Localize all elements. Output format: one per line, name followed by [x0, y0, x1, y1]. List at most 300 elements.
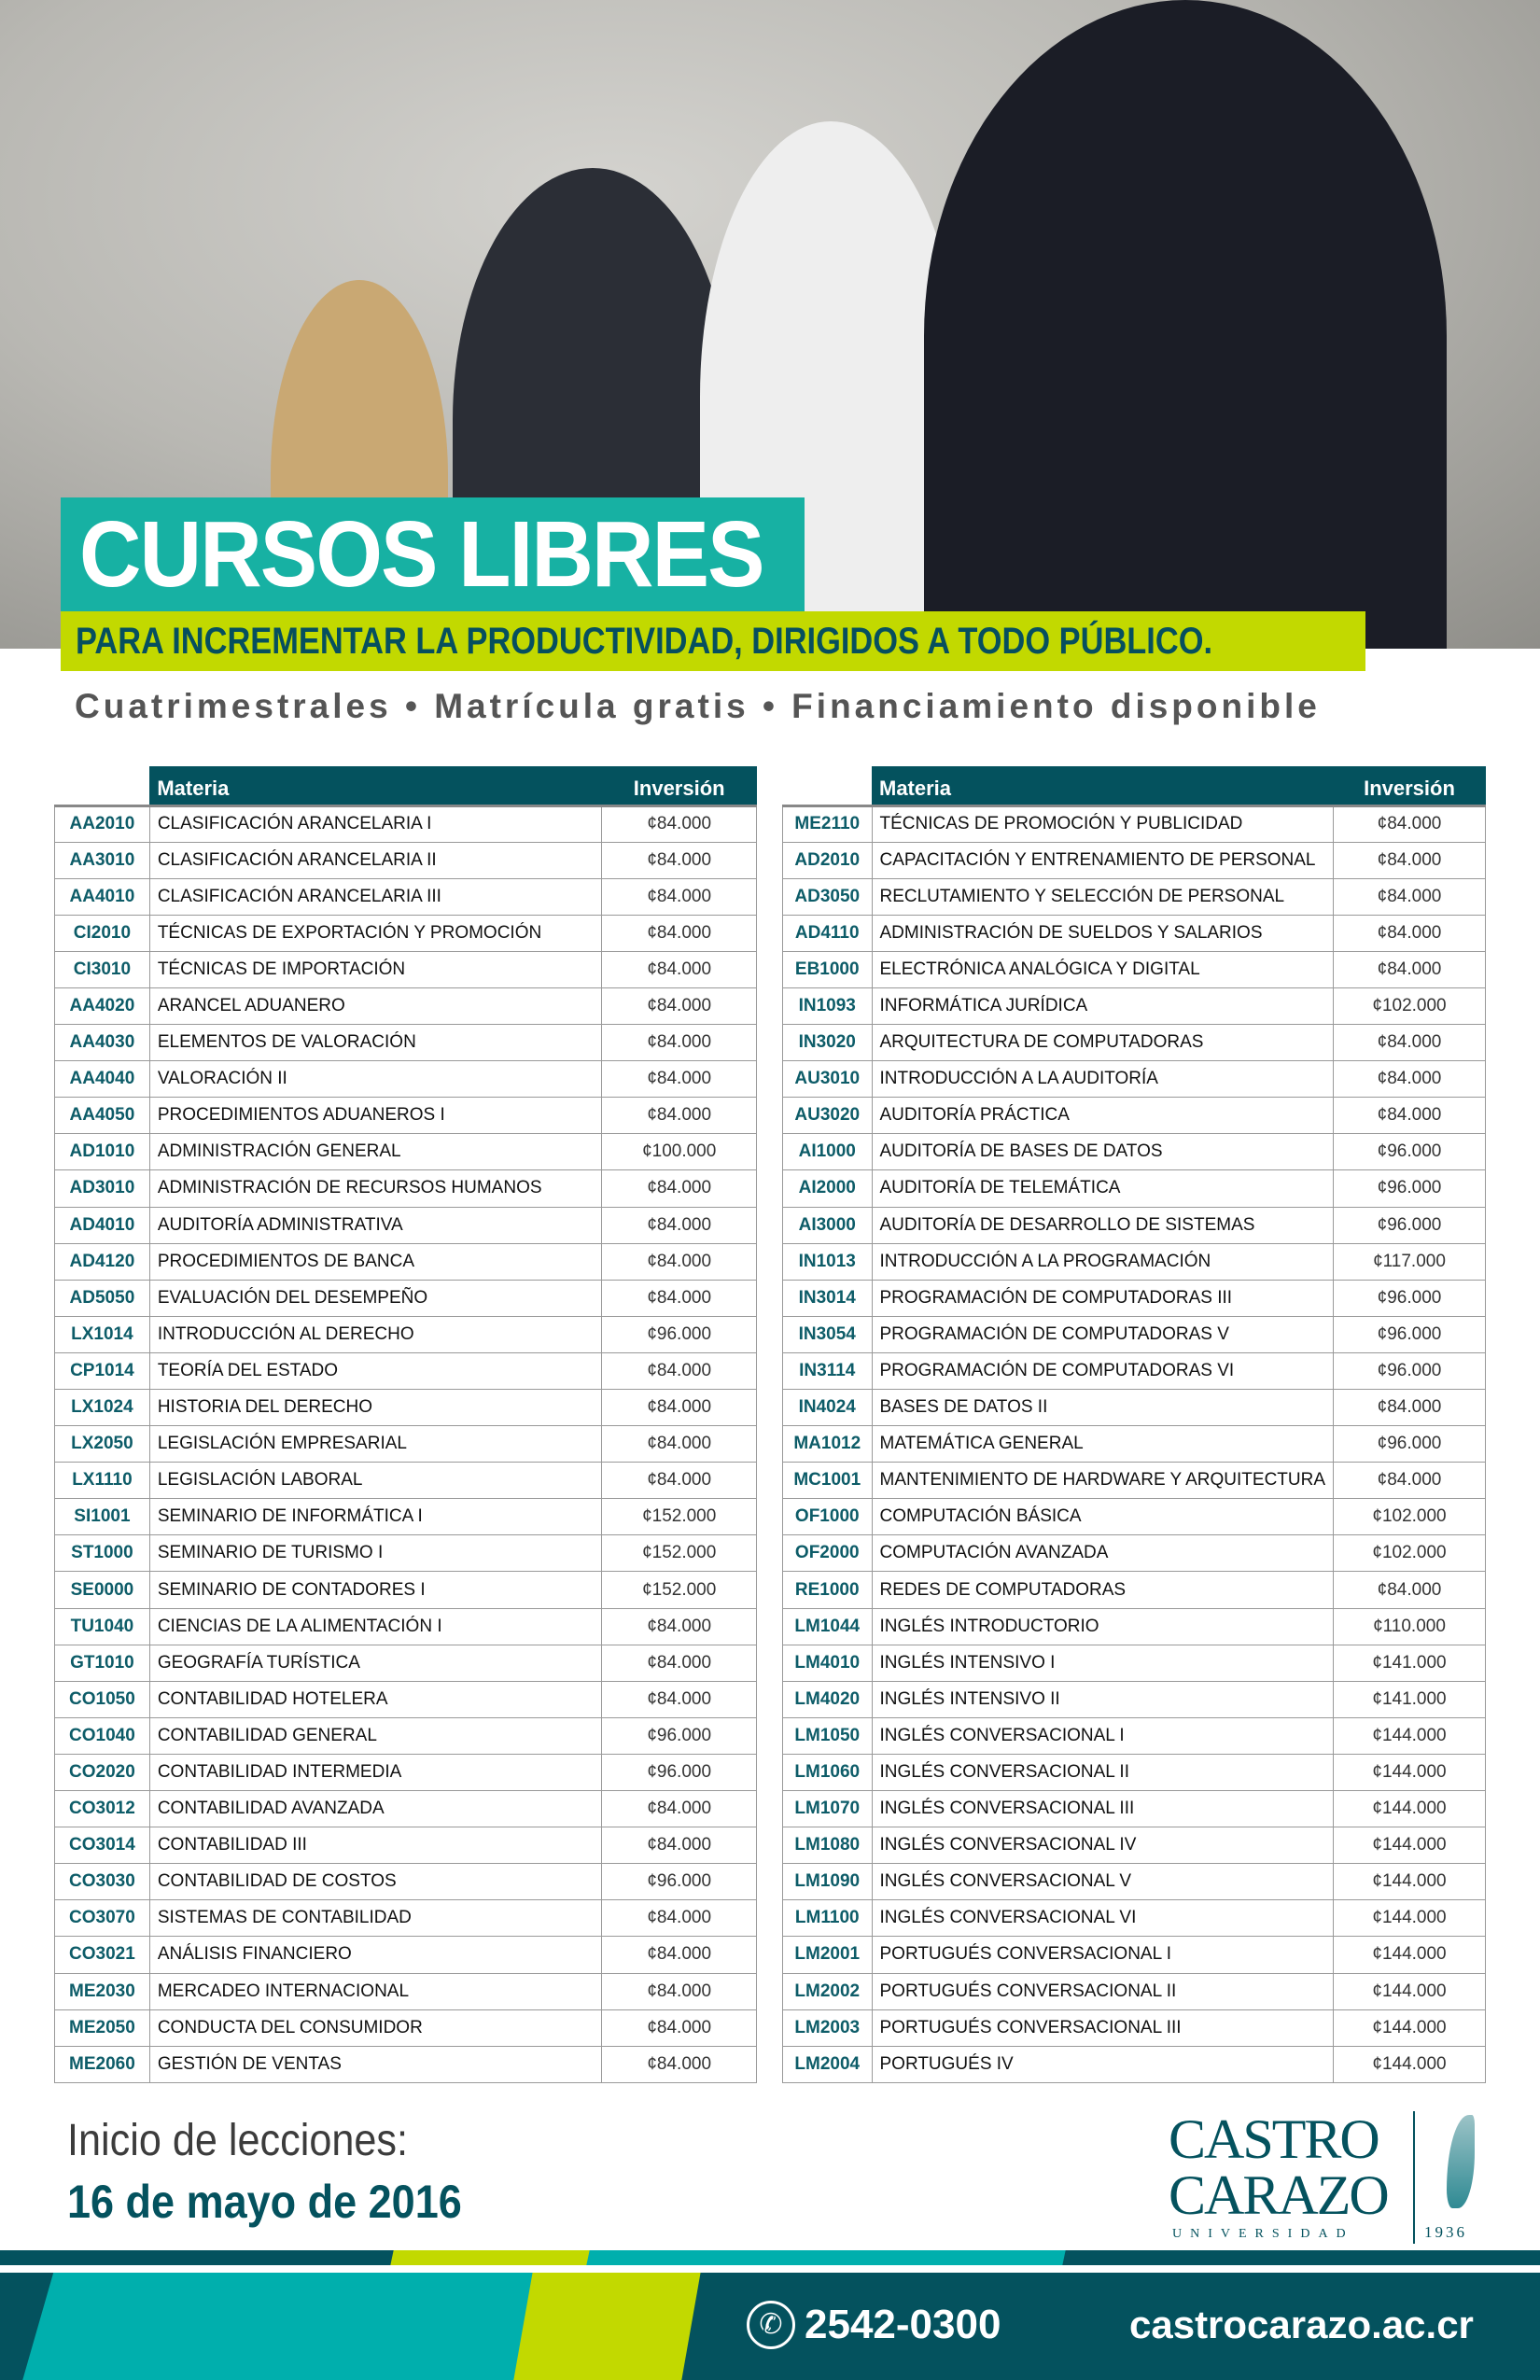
table-row	[783, 1098, 1486, 1134]
course-code: AD3010	[55, 1170, 150, 1207]
title-banner	[61, 497, 805, 611]
header-inversion: Inversión	[1334, 766, 1486, 805]
course-name: PROCEDIMIENTOS ADUANEROS I	[149, 1098, 602, 1134]
course-code: CI3010	[55, 951, 150, 987]
course-code: IN1013	[783, 1243, 873, 1280]
courses-table-right	[782, 766, 1486, 2083]
logo-divider	[1413, 2111, 1415, 2244]
course-price: ¢84.000	[602, 1025, 757, 1061]
start-label: Inicio de lecciones:	[67, 2116, 409, 2165]
course-code: EB1000	[783, 951, 873, 987]
table-header	[55, 766, 757, 805]
course-price: ¢84.000	[602, 987, 757, 1024]
start-date: 16 de mayo de 2016	[67, 2176, 462, 2228]
course-name: INGLÉS INTENSIVO II	[872, 1681, 1334, 1717]
tagline: Cuatrimestrales • Matrícula gratis • Financiamiento disponible	[75, 687, 1321, 725]
table-row	[783, 1390, 1486, 1426]
course-name: INGLÉS CONVERSACIONAL I	[872, 1717, 1334, 1754]
table-row	[783, 1572, 1486, 1608]
course-name: ADMINISTRACIÓN DE RECURSOS HUMANOS	[149, 1170, 602, 1207]
course-price: ¢144.000	[1334, 2046, 1486, 2082]
course-code: AD2010	[783, 842, 873, 878]
course-price: ¢144.000	[1334, 1937, 1486, 1973]
course-name: ADMINISTRACIÓN GENERAL	[149, 1134, 602, 1170]
table-row	[783, 1973, 1486, 2009]
course-code: IN1093	[783, 987, 873, 1024]
course-price: ¢84.000	[602, 1061, 757, 1098]
course-code: ME2060	[55, 2046, 150, 2082]
header-materia: Materia	[149, 766, 602, 805]
course-price: ¢84.000	[602, 1426, 757, 1463]
course-price: ¢102.000	[1334, 987, 1486, 1024]
course-code: CP1014	[55, 1352, 150, 1389]
table-row	[55, 1572, 757, 1608]
course-name: ELEMENTOS DE VALORACIÓN	[149, 1025, 602, 1061]
course-price: ¢84.000	[602, 1827, 757, 1864]
course-name: INTRODUCCIÓN AL DERECHO	[149, 1316, 602, 1352]
course-name: INGLÉS CONVERSACIONAL IV	[872, 1827, 1334, 1864]
course-price: ¢84.000	[602, 2046, 757, 2082]
course-code: LX1024	[55, 1390, 150, 1426]
course-name: CLASIFICACIÓN ARANCELARIA II	[149, 842, 602, 878]
course-code: LM1044	[783, 1608, 873, 1645]
table-row	[55, 1207, 757, 1243]
course-code: MC1001	[783, 1463, 873, 1499]
course-name: CONTABILIDAD INTERMEDIA	[149, 1754, 602, 1790]
table-row	[55, 915, 757, 951]
course-name: AUDITORÍA ADMINISTRATIVA	[149, 1207, 602, 1243]
course-name: GEOGRAFÍA TURÍSTICA	[149, 1645, 602, 1681]
course-name: SEMINARIO DE INFORMÁTICA I	[149, 1499, 602, 1535]
course-name: INGLÉS CONVERSACIONAL III	[872, 1791, 1334, 1827]
table-row	[783, 878, 1486, 915]
course-price: ¢84.000	[602, 1098, 757, 1134]
table-row	[783, 1243, 1486, 1280]
table-row	[55, 805, 757, 842]
course-name: ELECTRÓNICA ANALÓGICA Y DIGITAL	[872, 951, 1334, 987]
table-row	[783, 1645, 1486, 1681]
course-code: LX1014	[55, 1316, 150, 1352]
course-price: ¢84.000	[602, 1791, 757, 1827]
person-photo	[924, 0, 1447, 649]
course-code: ME2050	[55, 2009, 150, 2046]
course-price: ¢84.000	[602, 915, 757, 951]
course-name: AUDITORÍA DE DESARROLLO DE SISTEMAS	[872, 1207, 1334, 1243]
table-row	[783, 842, 1486, 878]
course-price: ¢102.000	[1334, 1499, 1486, 1535]
course-price: ¢96.000	[602, 1316, 757, 1352]
course-price: ¢141.000	[1334, 1681, 1486, 1717]
course-price: ¢84.000	[1334, 805, 1486, 842]
course-code: LM1060	[783, 1754, 873, 1790]
course-code: IN3114	[783, 1352, 873, 1389]
course-name: COMPUTACIÓN BÁSICA	[872, 1499, 1334, 1535]
table-row	[783, 1937, 1486, 1973]
table-row	[783, 987, 1486, 1024]
course-code: AA4030	[55, 1025, 150, 1061]
course-price: ¢144.000	[1334, 2009, 1486, 2046]
header-materia: Materia	[872, 766, 1334, 805]
course-code: AD4110	[783, 915, 873, 951]
table-row	[55, 1499, 757, 1535]
course-name: INGLÉS INTRODUCTORIO	[872, 1608, 1334, 1645]
course-price: ¢96.000	[602, 1717, 757, 1754]
course-name: PROGRAMACIÓN DE COMPUTADORAS V	[872, 1316, 1334, 1352]
table-row	[783, 1134, 1486, 1170]
table-row	[783, 2009, 1486, 2046]
course-price: ¢84.000	[1334, 951, 1486, 987]
table-row	[55, 1937, 757, 1973]
course-code: OF2000	[783, 1535, 873, 1572]
course-price: ¢84.000	[602, 1645, 757, 1681]
course-name: PORTUGUÉS CONVERSACIONAL III	[872, 2009, 1334, 2046]
course-name: CONDUCTA DEL CONSUMIDOR	[149, 2009, 602, 2046]
course-code: LM2002	[783, 1973, 873, 2009]
course-price: ¢102.000	[1334, 1535, 1486, 1572]
course-name: TEORÍA DEL ESTADO	[149, 1352, 602, 1389]
table-row	[783, 805, 1486, 842]
course-price: ¢144.000	[1334, 1827, 1486, 1864]
course-name: CONTABILIDAD GENERAL	[149, 1717, 602, 1754]
course-price: ¢84.000	[1334, 915, 1486, 951]
course-name: INFORMÁTICA JURÍDICA	[872, 987, 1334, 1024]
course-code: AD3050	[783, 878, 873, 915]
course-price: ¢84.000	[602, 1937, 757, 1973]
table-row	[55, 1535, 757, 1572]
course-code: TU1040	[55, 1608, 150, 1645]
table-row	[783, 1499, 1486, 1535]
course-price: ¢144.000	[1334, 1717, 1486, 1754]
table-row	[55, 1754, 757, 1790]
course-code: LX2050	[55, 1426, 150, 1463]
table-row	[783, 1864, 1486, 1900]
table-row	[783, 1280, 1486, 1316]
table-row	[783, 1681, 1486, 1717]
course-name: CLASIFICACIÓN ARANCELARIA III	[149, 878, 602, 915]
table-row	[55, 1098, 757, 1134]
course-price: ¢96.000	[1334, 1426, 1486, 1463]
course-name: AUDITORÍA DE TELEMÁTICA	[872, 1170, 1334, 1207]
course-name: PROGRAMACIÓN DE COMPUTADORAS VI	[872, 1352, 1334, 1389]
table-row	[55, 1864, 757, 1900]
course-code: LM1080	[783, 1827, 873, 1864]
table-row	[783, 1900, 1486, 1937]
course-price: ¢84.000	[1334, 1390, 1486, 1426]
course-code: LM4020	[783, 1681, 873, 1717]
table-row	[783, 1827, 1486, 1864]
course-price: ¢84.000	[1334, 1572, 1486, 1608]
course-price: ¢96.000	[1334, 1170, 1486, 1207]
table-header	[783, 766, 1486, 805]
course-price: ¢84.000	[602, 1681, 757, 1717]
logo-line3: UNIVERSIDAD	[1172, 2227, 1354, 2241]
course-name: CONTABILIDAD III	[149, 1827, 602, 1864]
course-name: CONTABILIDAD HOTELERA	[149, 1681, 602, 1717]
course-name: SISTEMAS DE CONTABILIDAD	[149, 1900, 602, 1937]
course-name: AUDITORÍA PRÁCTICA	[872, 1098, 1334, 1134]
course-name: RECLUTAMIENTO Y SELECCIÓN DE PERSONAL	[872, 878, 1334, 915]
course-name: ARANCEL ADUANERO	[149, 987, 602, 1024]
table-row	[783, 1463, 1486, 1499]
course-name: VALORACIÓN II	[149, 1061, 602, 1098]
course-code: CO3030	[55, 1864, 150, 1900]
course-code: OF1000	[783, 1499, 873, 1535]
table-row	[55, 1608, 757, 1645]
course-price: ¢84.000	[602, 842, 757, 878]
course-code: AU3020	[783, 1098, 873, 1134]
course-code: CO2020	[55, 1754, 150, 1790]
table-row	[783, 1061, 1486, 1098]
course-price: ¢110.000	[1334, 1608, 1486, 1645]
course-code: CO1040	[55, 1717, 150, 1754]
course-price: ¢84.000	[602, 2009, 757, 2046]
course-price: ¢96.000	[1334, 1352, 1486, 1389]
course-name: LEGISLACIÓN EMPRESARIAL	[149, 1426, 602, 1463]
course-name: LEGISLACIÓN LABORAL	[149, 1463, 602, 1499]
course-price: ¢84.000	[602, 1463, 757, 1499]
course-price: ¢84.000	[1334, 878, 1486, 915]
university-logo	[1169, 2108, 1491, 2244]
course-price: ¢152.000	[602, 1535, 757, 1572]
course-name: PORTUGUÉS IV	[872, 2046, 1334, 2082]
table-row	[55, 878, 757, 915]
table-row	[783, 1352, 1486, 1389]
course-code: IN3020	[783, 1025, 873, 1061]
course-price: ¢144.000	[1334, 1900, 1486, 1937]
course-code: AI3000	[783, 1207, 873, 1243]
course-code: LM1090	[783, 1864, 873, 1900]
course-name: PORTUGUÉS CONVERSACIONAL II	[872, 1973, 1334, 2009]
course-code: CO3012	[55, 1791, 150, 1827]
table-row	[55, 1243, 757, 1280]
course-code: SI1001	[55, 1499, 150, 1535]
table-row	[783, 1717, 1486, 1754]
course-code: AA3010	[55, 842, 150, 878]
course-code: IN3014	[783, 1280, 873, 1316]
phone-number[interactable]: 2542-0300	[805, 2302, 1001, 2347]
course-name: TÉCNICAS DE EXPORTACIÓN Y PROMOCIÓN	[149, 915, 602, 951]
course-code: IN4024	[783, 1390, 873, 1426]
table-row	[783, 951, 1486, 987]
course-code: CO3021	[55, 1937, 150, 1973]
course-price: ¢117.000	[1334, 1243, 1486, 1280]
course-name: ADMINISTRACIÓN DE SUELDOS Y SALARIOS	[872, 915, 1334, 951]
table-row	[55, 1791, 757, 1827]
course-name: INGLÉS CONVERSACIONAL II	[872, 1754, 1334, 1790]
course-price: ¢144.000	[1334, 1864, 1486, 1900]
table-row	[783, 1608, 1486, 1645]
course-name: CLASIFICACIÓN ARANCELARIA I	[149, 805, 602, 842]
course-name: GESTIÓN DE VENTAS	[149, 2046, 602, 2082]
logo-line2: CARAZO	[1169, 2164, 1388, 2226]
table-row	[55, 1061, 757, 1098]
course-price: ¢84.000	[1334, 842, 1486, 878]
course-code: LM2003	[783, 2009, 873, 2046]
course-name: HISTORIA DEL DERECHO	[149, 1390, 602, 1426]
course-name: ARQUITECTURA DE COMPUTADORAS	[872, 1025, 1334, 1061]
table-row	[55, 1352, 757, 1389]
table-row	[55, 1134, 757, 1170]
course-price: ¢84.000	[602, 1608, 757, 1645]
course-code: LM4010	[783, 1645, 873, 1681]
table-row	[55, 1390, 757, 1426]
course-price: ¢96.000	[1334, 1207, 1486, 1243]
table-row	[55, 1900, 757, 1937]
subtitle-banner	[61, 611, 1365, 671]
course-code: MA1012	[783, 1426, 873, 1463]
course-price: ¢84.000	[602, 1170, 757, 1207]
course-price: ¢96.000	[602, 1864, 757, 1900]
table-row	[55, 1973, 757, 2009]
table-row	[55, 1280, 757, 1316]
course-price: ¢144.000	[1334, 1754, 1486, 1790]
table-row	[55, 1426, 757, 1463]
table-row	[55, 951, 757, 987]
course-price: ¢144.000	[1334, 1791, 1486, 1827]
course-price: ¢84.000	[602, 1280, 757, 1316]
table-row	[55, 2009, 757, 2046]
table-row	[783, 1170, 1486, 1207]
course-price: ¢84.000	[602, 878, 757, 915]
table-row	[783, 1207, 1486, 1243]
course-name: SEMINARIO DE TURISMO I	[149, 1535, 602, 1572]
course-code: ME2030	[55, 1973, 150, 2009]
course-price: ¢84.000	[602, 1207, 757, 1243]
logo-year: 1936	[1424, 2223, 1467, 2241]
course-code: LX1110	[55, 1463, 150, 1499]
course-price: ¢84.000	[1334, 1463, 1486, 1499]
table-row	[783, 1316, 1486, 1352]
course-code: LM1070	[783, 1791, 873, 1827]
course-price: ¢84.000	[1334, 1025, 1486, 1061]
course-price: ¢84.000	[602, 1243, 757, 1280]
course-code: AI2000	[783, 1170, 873, 1207]
header-inversion: Inversión	[602, 766, 757, 805]
table-row	[55, 842, 757, 878]
table-row	[783, 1426, 1486, 1463]
course-price: ¢152.000	[602, 1572, 757, 1608]
subtitle: PARA INCREMENTAR LA PRODUCTIVIDAD, DIRIGIDOS A TODO PÚBLICO.	[76, 621, 1213, 662]
table-row	[55, 1681, 757, 1717]
course-name: EVALUACIÓN DEL DESEMPEÑO	[149, 1280, 602, 1316]
course-name: AUDITORÍA DE BASES DE DATOS	[872, 1134, 1334, 1170]
course-price: ¢96.000	[602, 1754, 757, 1790]
course-code: AA2010	[55, 805, 150, 842]
course-name: TÉCNICAS DE PROMOCIÓN Y PUBLICIDAD	[872, 805, 1334, 842]
table-row	[783, 1791, 1486, 1827]
course-price: ¢84.000	[1334, 1061, 1486, 1098]
course-name: PORTUGUÉS CONVERSACIONAL I	[872, 1937, 1334, 1973]
course-price: ¢100.000	[602, 1134, 757, 1170]
course-name: INGLÉS CONVERSACIONAL VI	[872, 1900, 1334, 1937]
table-row	[55, 1645, 757, 1681]
course-code: CI2010	[55, 915, 150, 951]
course-price: ¢84.000	[602, 1352, 757, 1389]
course-price: ¢152.000	[602, 1499, 757, 1535]
table-row	[55, 1170, 757, 1207]
course-name: INTRODUCCIÓN A LA AUDITORÍA	[872, 1061, 1334, 1098]
course-code: AD4120	[55, 1243, 150, 1280]
course-price: ¢84.000	[602, 1973, 757, 2009]
course-code: AA4020	[55, 987, 150, 1024]
course-code: LM1050	[783, 1717, 873, 1754]
course-price: ¢84.000	[602, 805, 757, 842]
phone-icon: ✆	[747, 2301, 795, 2349]
course-name: CONTABILIDAD DE COSTOS	[149, 1864, 602, 1900]
website-link[interactable]: castrocarazo.ac.cr	[1129, 2303, 1474, 2346]
course-code: CO3014	[55, 1827, 150, 1864]
table-row	[55, 1717, 757, 1754]
course-price: ¢84.000	[602, 1900, 757, 1937]
logo-line1: CASTRO	[1169, 2108, 1379, 2170]
course-price: ¢144.000	[1334, 1973, 1486, 2009]
decorative-stripe	[0, 2250, 1540, 2265]
table-row	[783, 1025, 1486, 1061]
course-name: MERCADEO INTERNACIONAL	[149, 1973, 602, 2009]
course-name: BASES DE DATOS II	[872, 1390, 1334, 1426]
course-code: LM2001	[783, 1937, 873, 1973]
course-name: INTRODUCCIÓN A LA PROGRAMACIÓN	[872, 1243, 1334, 1280]
course-name: PROCEDIMIENTOS DE BANCA	[149, 1243, 602, 1280]
table-row	[55, 1025, 757, 1061]
course-code: ST1000	[55, 1535, 150, 1572]
table-row	[55, 1827, 757, 1864]
course-price: ¢96.000	[1334, 1280, 1486, 1316]
course-name: SEMINARIO DE CONTADORES I	[149, 1572, 602, 1608]
course-code: ME2110	[783, 805, 873, 842]
course-code: RE1000	[783, 1572, 873, 1608]
course-price: ¢141.000	[1334, 1645, 1486, 1681]
course-name: CONTABILIDAD AVANZADA	[149, 1791, 602, 1827]
course-name: ANÁLISIS FINANCIERO	[149, 1937, 602, 1973]
table-row	[783, 2046, 1486, 2082]
table-row	[55, 1463, 757, 1499]
table-row	[55, 1316, 757, 1352]
table-row	[55, 2046, 757, 2082]
course-code: CO1050	[55, 1681, 150, 1717]
table-row	[783, 1754, 1486, 1790]
course-code: AD5050	[55, 1280, 150, 1316]
course-code: AA4010	[55, 878, 150, 915]
course-price: ¢84.000	[602, 1390, 757, 1426]
course-name: REDES DE COMPUTADORAS	[872, 1572, 1334, 1608]
footer	[0, 2273, 1540, 2380]
course-name: INGLÉS INTENSIVO I	[872, 1645, 1334, 1681]
courses-table-left	[54, 766, 757, 2083]
course-name: MATEMÁTICA GENERAL	[872, 1426, 1334, 1463]
table-row	[783, 1535, 1486, 1572]
course-name: CAPACITACIÓN Y ENTRENAMIENTO DE PERSONAL	[872, 842, 1334, 878]
course-name: INGLÉS CONVERSACIONAL V	[872, 1864, 1334, 1900]
course-price: ¢84.000	[602, 951, 757, 987]
course-code: IN3054	[783, 1316, 873, 1352]
course-price: ¢96.000	[1334, 1134, 1486, 1170]
course-code: AA4050	[55, 1098, 150, 1134]
course-code: AA4040	[55, 1061, 150, 1098]
course-name: TÉCNICAS DE IMPORTACIÓN	[149, 951, 602, 987]
course-code: LM1100	[783, 1900, 873, 1937]
page-title: CURSOS LIBRES	[79, 502, 763, 607]
course-code: AU3010	[783, 1061, 873, 1098]
course-price: ¢96.000	[1334, 1316, 1486, 1352]
course-code: AD4010	[55, 1207, 150, 1243]
flame-icon	[1447, 2115, 1475, 2208]
course-code: AI1000	[783, 1134, 873, 1170]
course-code: LM2004	[783, 2046, 873, 2082]
course-name: PROGRAMACIÓN DE COMPUTADORAS III	[872, 1280, 1334, 1316]
table-row	[55, 987, 757, 1024]
course-name: MANTENIMIENTO DE HARDWARE Y ARQUITECTURA	[872, 1463, 1334, 1499]
